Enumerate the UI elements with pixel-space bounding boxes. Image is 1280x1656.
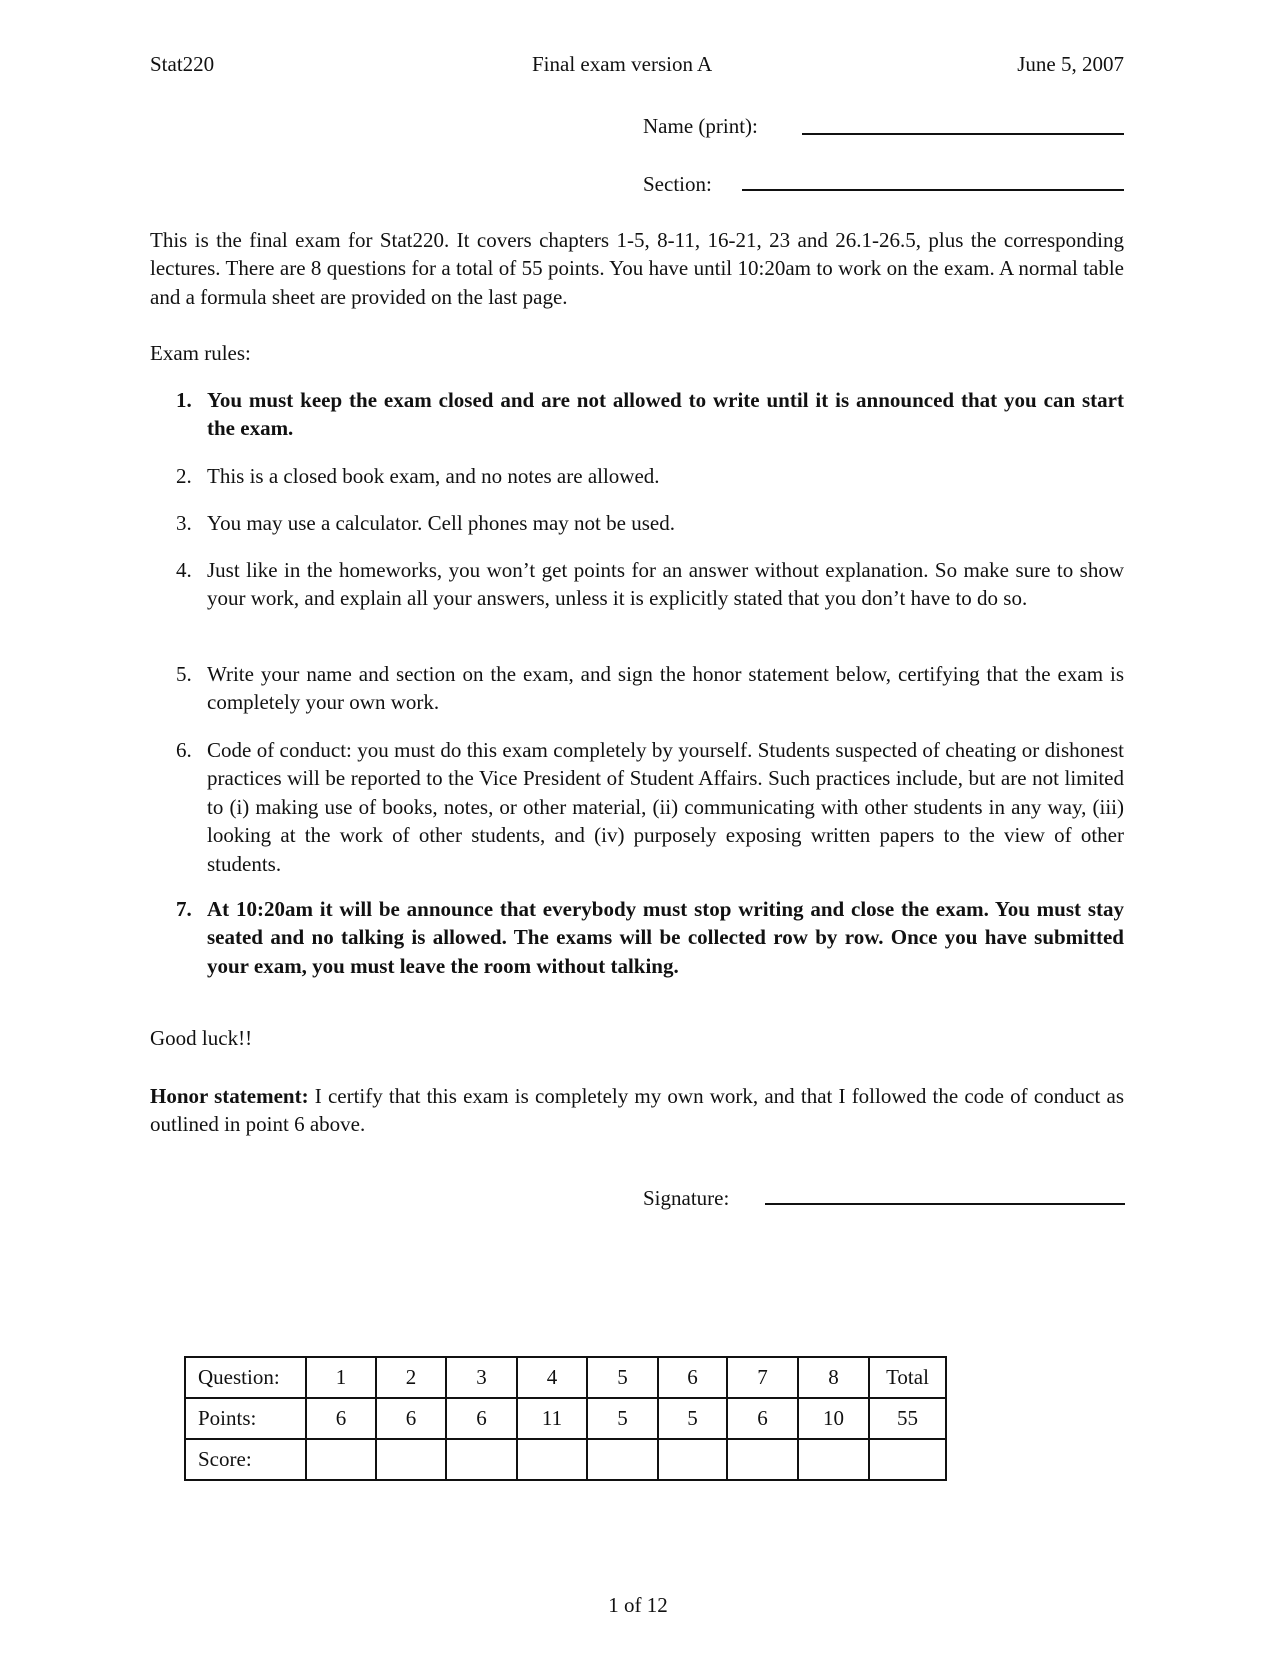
points-cell: 10 — [798, 1398, 869, 1439]
score-cell[interactable] — [446, 1439, 517, 1480]
signature-label: Signature: — [643, 1186, 730, 1210]
row-label: Points: — [185, 1398, 306, 1439]
points-cell: 6 — [306, 1398, 376, 1439]
rule-number: 5. — [176, 662, 192, 686]
honor-label: Honor statement: — [150, 1084, 309, 1108]
rule-text: Code of conduct: you must do this exam completely by yourself. Students suspected of cheating or dishonest practices will be reported to the Vice President of Student Affairs. Such practices include, but are not limited to (i) making use of books, notes, or other material, (ii) communicating with other students in any way, (iii) looking at the work of other students, and (iv) purposely exposing written papers to the view of other students. — [207, 738, 1124, 876]
rule-item-4 — [150, 556, 1124, 613]
score-cell[interactable] — [587, 1439, 658, 1480]
rule-number: 4. — [176, 558, 192, 582]
score-cell[interactable] — [798, 1439, 869, 1480]
rule-text: You must keep the exam closed and are not allowed to write until it is announced that you can start the exam. — [207, 388, 1124, 441]
points-cell: 11 — [517, 1398, 587, 1439]
points-cell: 55 — [869, 1398, 946, 1439]
honor-text: I certify that this exam is completely my own work, and that I followed the code of conduct as outlined in point 6 above. — [150, 1084, 1124, 1137]
name-line[interactable] — [802, 133, 1124, 135]
points-cell: 6 — [446, 1398, 517, 1439]
points-cell: 5 — [587, 1398, 658, 1439]
header-date: June 5, 2007 — [1017, 52, 1124, 76]
rule-item-5 — [150, 660, 1124, 717]
rule-number: 6. — [176, 738, 192, 762]
header-title: Final exam version A — [532, 52, 713, 76]
score-table — [184, 1356, 947, 1481]
rule-number: 7. — [176, 897, 192, 921]
section-label: Section: — [643, 172, 712, 196]
rule-number: 3. — [176, 511, 192, 535]
rule-text: At 10:20am it will be announce that everybody must stop writing and close the exam. You must stay seated and no talking is allowed. The exams will be collected row by row. Once you have submitted your exam, you must leave the room without talking. — [207, 897, 1124, 978]
rules-heading: Exam rules: — [150, 341, 251, 365]
table-row-score — [185, 1439, 946, 1480]
question-cell: Total — [869, 1357, 946, 1398]
good-luck: Good luck!! — [150, 1026, 253, 1050]
score-cell[interactable] — [306, 1439, 376, 1480]
rule-number: 1. — [176, 388, 192, 412]
rule-text: You may use a calculator. Cell phones may not be used. — [207, 511, 675, 535]
rule-item-2 — [150, 462, 1124, 490]
rule-item-3 — [150, 509, 1124, 537]
rule-text: Write your name and section on the exam, and sign the honor statement below, certifying that the exam is completely your own work. — [207, 662, 1124, 715]
question-cell: 2 — [376, 1357, 446, 1398]
score-cell[interactable] — [869, 1439, 946, 1480]
honor-statement — [150, 1082, 1124, 1139]
points-cell: 6 — [727, 1398, 798, 1439]
question-cell: 4 — [517, 1357, 587, 1398]
question-cell: 7 — [727, 1357, 798, 1398]
header-course: Stat220 — [150, 52, 215, 76]
table-row-questions — [185, 1357, 946, 1398]
intro-paragraph: This is the final exam for Stat220. It covers chapters 1-5, 8-11, 16-21, 23 and 26.1-26.5, plus the corresponding lectures. There are 8 questions for a total of 55 points. You have until 10:20am to work on the exam. A normal table and a formula sheet are provided on the last page. — [150, 228, 1124, 309]
table-row-points — [185, 1398, 946, 1439]
rule-item-6 — [150, 736, 1124, 878]
row-label: Question: — [185, 1357, 306, 1398]
rule-number: 2. — [176, 464, 192, 488]
score-cell[interactable] — [517, 1439, 587, 1480]
rule-text: Just like in the homeworks, you won’t get points for an answer without explanation. So make sure to show your work, and explain all your answers, unless it is explicitly stated that you don’t have to do so. — [207, 558, 1124, 611]
question-cell: 5 — [587, 1357, 658, 1398]
points-cell: 6 — [376, 1398, 446, 1439]
row-label: Score: — [185, 1439, 306, 1480]
score-cell[interactable] — [376, 1439, 446, 1480]
signature-line[interactable] — [765, 1203, 1125, 1205]
section-line[interactable] — [742, 189, 1124, 191]
score-cell[interactable] — [727, 1439, 798, 1480]
rule-text: This is a closed book exam, and no notes are allowed. — [207, 464, 660, 488]
name-label: Name (print): — [643, 114, 758, 138]
points-cell: 5 — [658, 1398, 727, 1439]
question-cell: 8 — [798, 1357, 869, 1398]
score-cell[interactable] — [658, 1439, 727, 1480]
rule-item-7 — [150, 895, 1124, 980]
page-number: 1 of 12 — [608, 1593, 668, 1617]
question-cell: 6 — [658, 1357, 727, 1398]
question-cell: 1 — [306, 1357, 376, 1398]
rule-item-1 — [150, 386, 1124, 443]
question-cell: 3 — [446, 1357, 517, 1398]
